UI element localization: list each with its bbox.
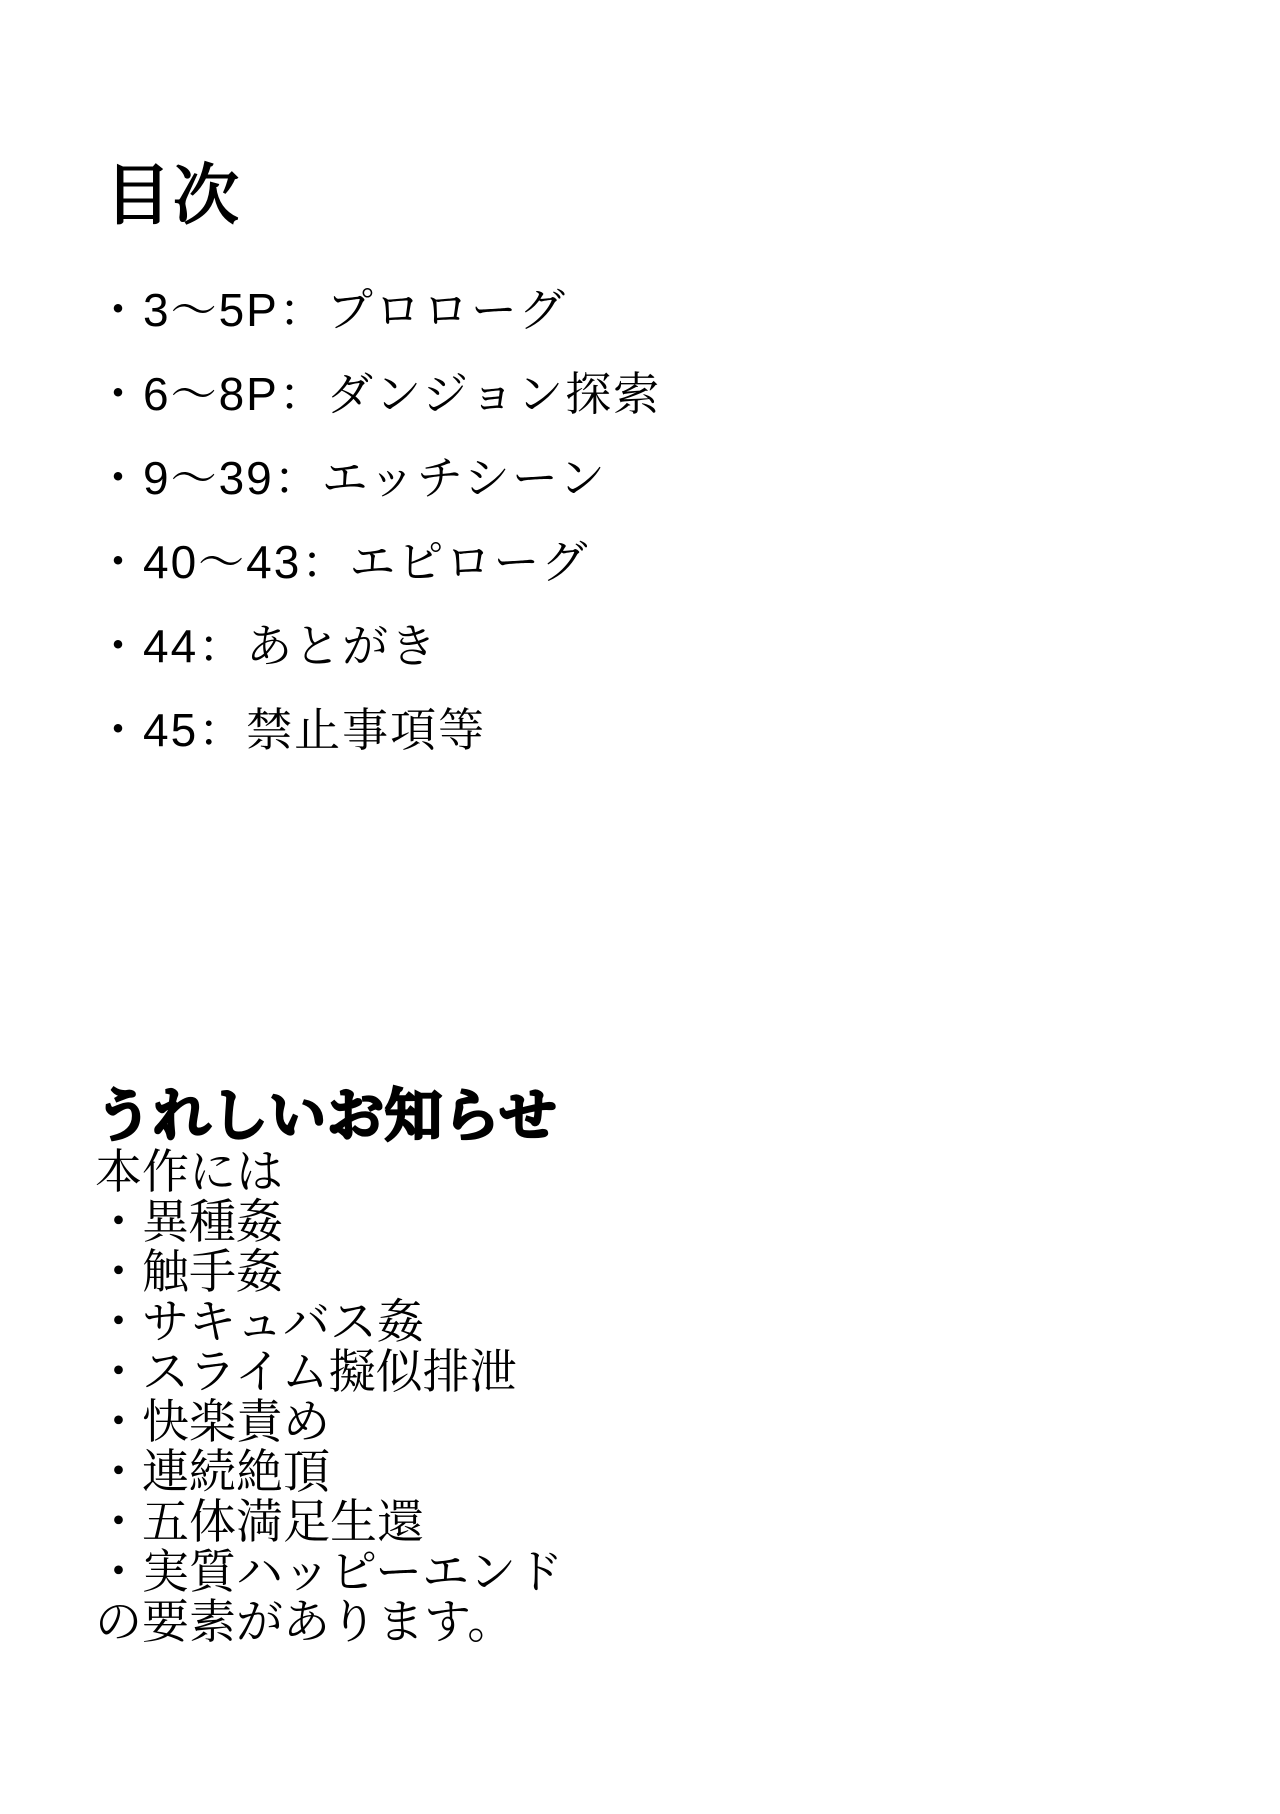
notice-heading: うれしいお知らせ (95, 1084, 558, 1148)
toc-item: ・3〜5P：プロローグ (95, 284, 567, 336)
toc-item: ・40〜43：エピローグ (95, 536, 590, 588)
notice-outro: の要素があります。 (95, 1595, 515, 1648)
notice-intro: 本作には (95, 1145, 283, 1198)
toc-item: ・6〜8P：ダンジョン探索 (95, 368, 662, 420)
notice-item: ・触手姦 (95, 1245, 283, 1298)
notice-item: ・快楽責め (95, 1395, 330, 1448)
toc-item: ・44：あとがき (95, 620, 439, 672)
notice-item: ・サキュバス姦 (95, 1295, 424, 1348)
notice-section (95, 1085, 563, 1647)
notice-item: ・異種姦 (95, 1195, 283, 1248)
notice-list (95, 1197, 563, 1597)
toc-item: ・9〜39：エッチシーン (95, 452, 607, 504)
toc-item: ・45：禁止事項等 (95, 704, 487, 756)
notice-item: ・連続絶頂 (95, 1445, 330, 1498)
notice-item: ・スライム擬似排泄 (95, 1345, 517, 1398)
notice-item: ・実質ハッピーエンド (95, 1545, 564, 1598)
toc-title: 目次 (105, 158, 241, 232)
toc-section (95, 160, 661, 772)
notice-item: ・五体満足生還 (95, 1495, 424, 1548)
toc-list (95, 268, 661, 772)
